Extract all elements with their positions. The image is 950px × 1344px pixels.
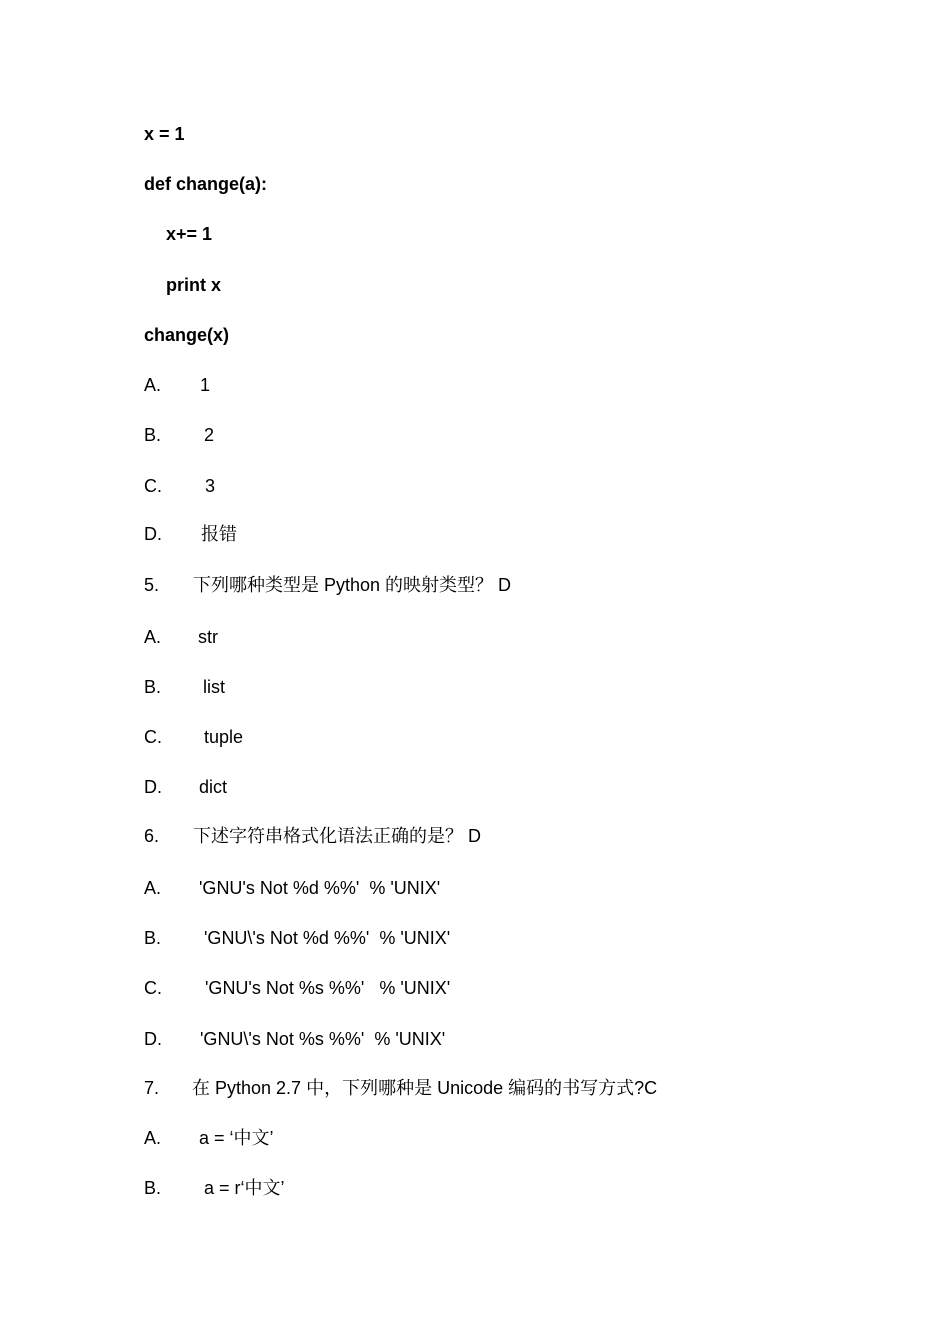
- option-text: 3: [205, 476, 216, 496]
- option-label: C.: [144, 978, 162, 998]
- q5-option-b: [144, 675, 225, 699]
- option-label: D.: [144, 777, 162, 797]
- q7-option-b: [144, 1176, 285, 1200]
- q4-option-c: [144, 474, 216, 498]
- q5-option-a: [144, 625, 218, 649]
- q6-option-a: [144, 876, 441, 900]
- option-label: A.: [144, 878, 162, 898]
- option-text: 1: [200, 375, 211, 395]
- question-7: [144, 1076, 658, 1100]
- option-label: D.: [144, 1029, 162, 1049]
- code-line-1: x = 1: [144, 124, 185, 144]
- option-text: 'GNU\'s Not %d %%' % 'UNIX': [204, 928, 451, 948]
- option-text: dict: [199, 777, 228, 797]
- question-5: [144, 573, 512, 597]
- option-label: B.: [144, 677, 162, 697]
- option-label: B.: [144, 1178, 162, 1198]
- code-line-2: def change(a):: [144, 174, 268, 194]
- question-number: 6.: [144, 826, 160, 846]
- option-text: 'GNU\'s Not %s %%' % 'UNIX': [200, 1029, 446, 1049]
- option-text: a = ‘中文’: [199, 1128, 274, 1148]
- option-label: C.: [144, 727, 162, 747]
- option-label: C.: [144, 476, 162, 496]
- question-text: 下述字符串格式化语法正确的是？ D: [193, 826, 481, 846]
- q6-option-c: [144, 976, 451, 1000]
- q4-option-d: [144, 522, 237, 546]
- q7-option-a: [144, 1126, 274, 1150]
- question-text: 在 Python 2.7 中，下列哪种是 Unicode 编码的书写方式?C: [192, 1078, 658, 1098]
- q6-option-b: [144, 926, 451, 950]
- code-line-5: change(x): [144, 325, 230, 345]
- option-text: a = r‘中文’: [204, 1178, 285, 1198]
- option-label: A.: [144, 1128, 162, 1148]
- option-text: 2: [204, 425, 215, 445]
- option-text: list: [203, 677, 225, 697]
- option-label: A.: [144, 375, 162, 395]
- q4-option-b: [144, 423, 215, 447]
- q5-option-c: [144, 725, 244, 749]
- q5-option-d: [144, 775, 228, 799]
- q6-option-d: [144, 1027, 446, 1051]
- code-line-3: x+= 1: [166, 224, 213, 244]
- question-number: 7.: [144, 1078, 160, 1098]
- option-label: D.: [144, 524, 162, 544]
- option-text: 'GNU's Not %s %%' % 'UNIX': [205, 978, 451, 998]
- option-text: 报错: [201, 524, 237, 544]
- question-6: [144, 824, 481, 848]
- option-text: str: [198, 627, 218, 647]
- option-label: A.: [144, 627, 162, 647]
- question-text: 下列哪种类型是 Python 的映射类型？ D: [193, 575, 512, 595]
- option-label: B.: [144, 425, 162, 445]
- option-label: B.: [144, 928, 162, 948]
- option-text: 'GNU's Not %d %%' % 'UNIX': [199, 878, 441, 898]
- q4-option-a: [144, 373, 211, 397]
- code-line-4: print x: [166, 275, 222, 295]
- question-number: 5.: [144, 575, 160, 595]
- option-text: tuple: [204, 727, 244, 747]
